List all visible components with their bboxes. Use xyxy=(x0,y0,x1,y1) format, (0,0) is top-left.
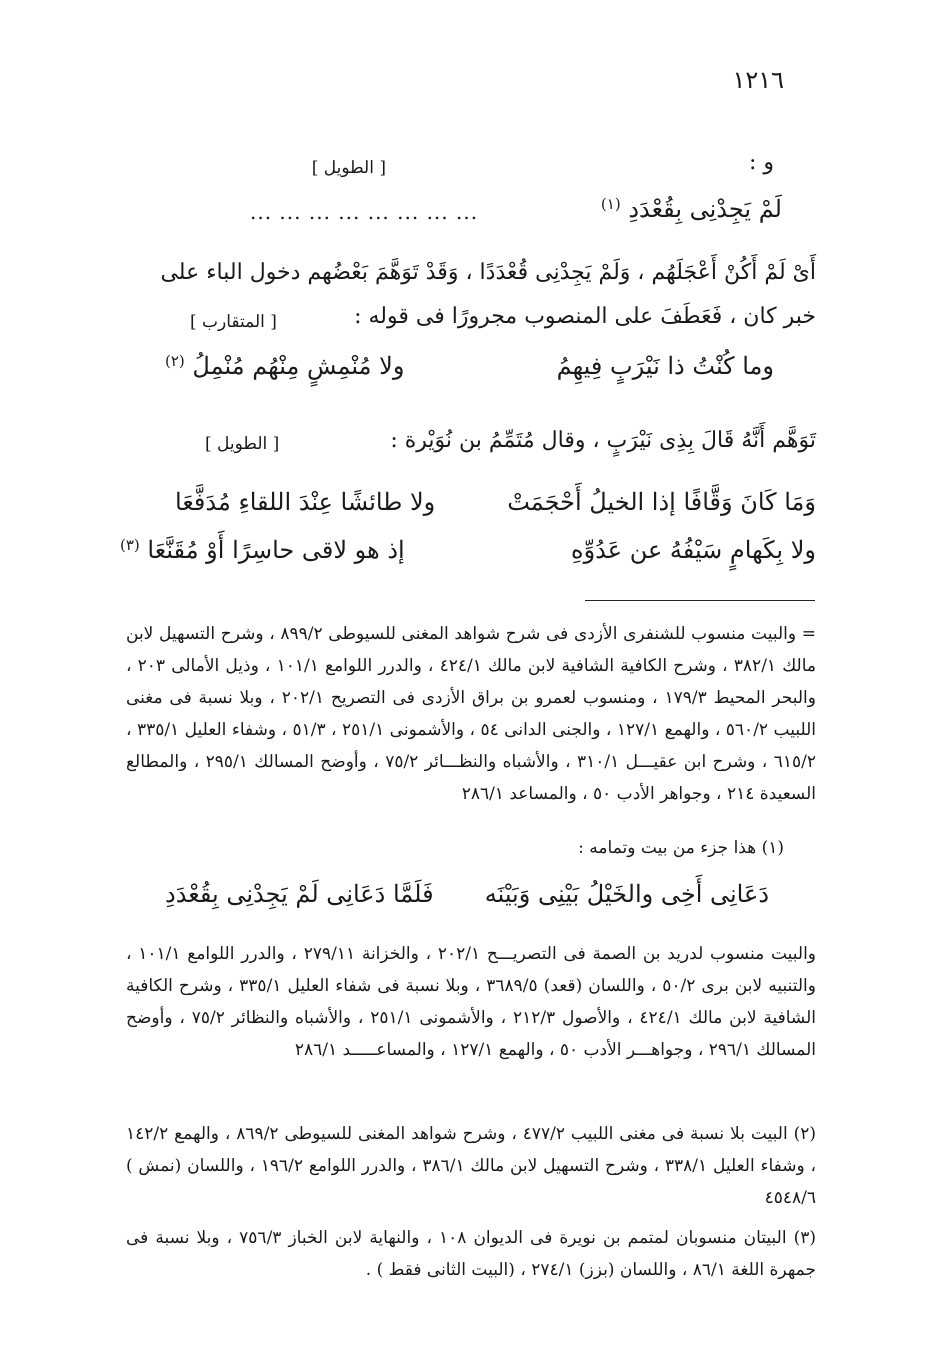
verse-3-right-hemistich: وَمَا كَانَ وَقَّافًا إذا الخيلُ أَحْجَمَتْ xyxy=(507,488,816,516)
footnote-mark-3: (٣) xyxy=(120,536,140,554)
prose-line-1: أَىْ لَمْ أَكُنْ أَعْجَلَهُم ، وَلَمْ يَجِدْنِى قُعْدَدًا ، وَقَدْ تَوَهَّمَ بَعْضُهم دخول الباء على xyxy=(160,260,816,285)
wa-label: و : xyxy=(748,150,774,175)
footnote-3-text: (٣) البيتان منسوبان لمتمم بن نويرة فى الديوان ١٠٨ ، والنهاية لابن الخباز ٧٥٦/٣ ، وبلا نسبة فى جمهرة اللغة ٨٦/١ ، واللسان (بزز) ٢٧٤/١ ، (البيت الثانى فقط ) . xyxy=(126,1228,817,1280)
verse-1-text: لَمْ يَجِدْنِى بِقُعْدَدِ xyxy=(628,195,782,223)
verse-3-left-hemistich: ولا طائشًا عِنْدَ اللقاءِ مُدَفَّعَا xyxy=(175,488,436,516)
meter-label-tawil-2: [ الطويل ] xyxy=(205,434,280,454)
footnote-mark-1: (١) xyxy=(600,195,621,213)
verse-4-left-text: إذ هو لاقى حاسِرًا أَوْ مُقَنَّعَا xyxy=(147,536,405,564)
page-number: ١٢١٦ xyxy=(732,66,784,94)
verse-2-left-text: ولا مُنْمِشٍ مِنْهُم مُنْمِلُ xyxy=(192,352,405,380)
verse-line-1 xyxy=(601,195,782,223)
verse-4-left-hemistich xyxy=(120,536,405,564)
meter-label-mutaqarib: [ المتقارب ] xyxy=(190,312,277,332)
prose-line-2: خبر كان ، فَعَطَفَ على المنصوب مجرورًا فى قوله : xyxy=(354,304,816,329)
verse-1-ellipsis: ... ... ... ... ... ... ... ... xyxy=(250,200,479,224)
verse-2-left-hemistich xyxy=(165,352,404,380)
verse-2-right-hemistich: وما كُنْتُ ذا نَيْرَبٍ فِيهِمُ xyxy=(556,352,774,380)
footnote-1-verse-left: فَلَمَّا دَعَانِى لَمْ يَجِدْنِى بِقُعْدَدِ xyxy=(165,880,434,908)
footnote-continuation: = والبيت منسوب للشنفرى الأزدى فى شرح شواهد المغنى للسيوطى ٨٩٩/٢ ، وشرح التسهيل لابن مالك ٣٨٢/١ ، وشرح الكافية الشافية لابن مالك ٤٢٤/١ ، والدرر اللوامع ١٠١/١ ، وذيل الأمالى ٢٠٣ ، والبحر المحيط ١٧٩/٣ ، ومنسوب لعمرو بن براق الأزدى فى التصريح ٢٠٢/١ ، وبلا نسبة فى مغنى اللبيب ٥٦٠/٢ ، والهمع ١٢٧/١ ، والجنى الدانى ٥٤ ، والأشمونى ٢٥١/١ ، ٥١/٣ ، وشفاء العليل ٣٣٥/١ ، ٦١٥/٢ ، وشرح ابن عقيـــل ٣١٠/١ ، والأشباه والنظـــائر ٧٥/٢ ، وأوضح المسالك ٢٩٥/١ ، والمطالع السعيدة ٢١٤ ، وجواهر الأدب ٥٠ ، والمساعد ٢٨٦/١ xyxy=(126,624,817,804)
meter-label-tawil: [ الطويل ] xyxy=(311,158,386,178)
footnote-mark-2: (٢) xyxy=(165,352,185,370)
footnote-2-text: (٢) البيت بلا نسبة فى مغنى اللبيب ٤٧٧/٢ ، وشرح شواهد المغنى للسيوطى ٨٦٩/٢ ، والهمع ١٤٢/٢ ، وشفاء العليل ٣٣٨/١ ، وشرح التسهيل لابن مالك ٣٨٦/١ ، والدرر اللوامع ١٩٦/٢ ، واللسان (نمش ) ٤٥٤٨/٦ xyxy=(126,1124,816,1208)
footnote-1-text: والبيت منسوب لدريد بن الصمة فى التصريـــح ٢٠٢/١ ، والخزانة ٢٧٩/١١ ، والدرر اللوامع ١٠١/١ ، والتنبيه لابن برى ٥٠/٢ ، واللسان (قعد) ٣٦٨٩/٥ ، وبلا نسبة فى شفاء العليل ٣٣٥/١ ، وشرح الكافية الشافية لابن مالك ٤٢٤/١ ، والأصول ٢١٢/٣ ، والأشمونى ٢٥١/١ ، والأشباه والنظائر ٧٥/٢ ، وأوضح المسالك ٢٩٦/١ ، وجواهـــر الأدب ٥٠ ، والهمع ١٢٧/١ ، والمساعـــــد ٢٨٦/١ xyxy=(126,944,817,1060)
footnote-1-intro: (١) هذا جزء من بيت وتمامه : xyxy=(578,838,784,858)
footnote-1-verse-right: دَعَانِى أَخِى والخَيْلُ بَيْنِى وَبَيْنَه xyxy=(484,880,769,908)
footnote-separator xyxy=(585,600,815,601)
verse-4-right-hemistich: ولا بِكَهامٍ سَيْفُهُ عن عَدُوِّهِ xyxy=(571,536,816,564)
prose-line-3: تَوَهَّم أَنَّهُ قَالَ بِذِى نَيْرَبٍ ، وقال مُتَمِّمُ بن نُوَيْرة : xyxy=(390,428,816,453)
